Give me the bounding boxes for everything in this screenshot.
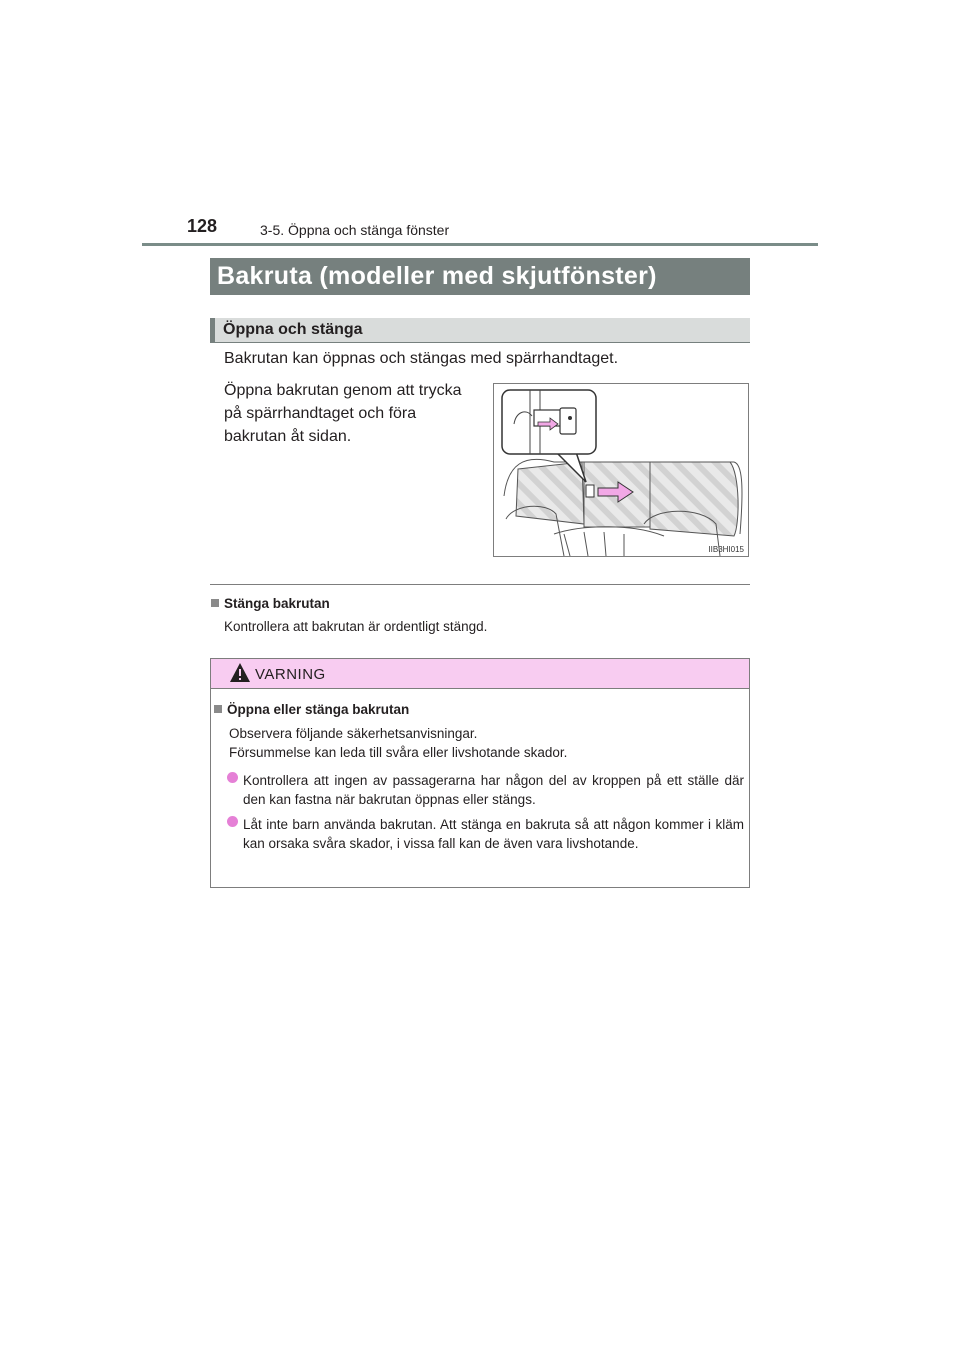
warning-line-2: Försummelse kan leda till svåra eller livshotande skador.	[229, 745, 568, 760]
warning-bullet-1	[227, 771, 744, 809]
subsection-title: Öppna och stänga	[223, 321, 363, 338]
warning-line-1: Observera följande säkerhetsanvisningar.	[229, 726, 478, 741]
intro-text: Bakrutan kan öppnas och stängas med spärrhandtaget.	[224, 350, 619, 367]
warning-bullet-2	[227, 815, 744, 853]
warning-bullet-1-text: Kontrollera att ingen av passagerarna har någon del av kroppen på ett ställe där den kan fastna när bakrutan öppnas eller stängs.	[243, 773, 744, 807]
rear-window-illustration	[493, 383, 749, 557]
page-number: 128	[187, 216, 218, 236]
warning-bullet-2-text: Låt inte barn använda bakrutan. Att stänga en bakruta så att någon kommer i kläm kan orsaka svåra skador, i vissa fall kan de även vara livshotande.	[243, 817, 744, 851]
bullet-dot-icon	[227, 816, 238, 827]
section-divider	[210, 584, 750, 585]
illustration-code: IIB3HI015	[708, 545, 744, 554]
page-title: Bakruta (modeller med skjutfönster)	[210, 258, 750, 295]
warning-triangle-icon	[229, 662, 251, 684]
warning-heading	[214, 702, 409, 717]
subsection-bar	[210, 318, 215, 343]
warning-label: VARNING	[255, 666, 326, 683]
rear-window-drawing	[494, 384, 748, 556]
section-path: 3-5. Öppna och stänga fönster	[260, 222, 450, 238]
closing-text: Kontrollera att bakrutan är ordentligt stängd.	[224, 619, 488, 634]
bullet-dot-icon	[227, 772, 238, 783]
warning-heading-text: Öppna eller stänga bakrutan	[227, 702, 410, 717]
square-bullet-icon	[211, 599, 219, 607]
steps-text: Öppna bakrutan genom att trycka på spärrhandtaget och föra bakrutan åt sidan.	[224, 382, 462, 445]
square-bullet-icon	[214, 705, 222, 713]
closing-heading-text: Stänga bakrutan	[224, 596, 330, 611]
closing-heading	[211, 596, 330, 611]
subsection-heading	[210, 318, 750, 343]
warning-header	[211, 659, 749, 689]
header-rule	[142, 243, 818, 246]
warning-box	[210, 658, 750, 888]
